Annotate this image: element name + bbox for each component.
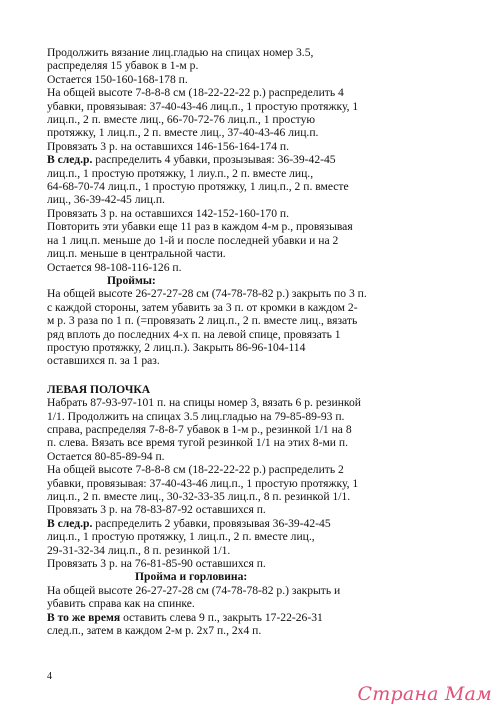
section-heading: Пройма и горловина:	[135, 570, 248, 584]
armhole-neck-section	[47, 570, 459, 637]
text-line	[47, 611, 459, 624]
text-line: 29-31-32-34 лиц.п., 8 п. резинкой 1/1.	[47, 543, 231, 557]
document-body	[47, 46, 459, 637]
text-line: Провязать 3 р. на 76-81-85-90 оставшихся п.	[47, 557, 266, 571]
next-row-text: распределить 4 убавки, прозызывая: 36-39-42-45	[92, 153, 336, 167]
text-line: лиц.п., 2 п. вместе лиц., 66-70-72-76 лиц.п., 1 простую	[47, 113, 316, 127]
text-line: след.п., затем в каждом 2-м р. 2х7 п., 2х4 п.	[47, 624, 262, 638]
text-line: ряд вплоть до последних 4-х п. на левой спице, провязать 1	[47, 327, 341, 341]
next-row-text: распределить 2 убавки, провязывая 36-39-42-45	[92, 516, 331, 530]
text-line: протяжку, 1 лиц.п., 2 п. вместе лиц., 37-40-43-46 лиц.п.	[47, 126, 319, 140]
text-line: п. слева. Вязать все время тугой резинкой 1/1 на этих 8-ми п.	[47, 436, 349, 450]
text-line: На общей высоте 26-27-27-28 см (74-78-78-82 р.) закрыть по 3 п.	[47, 287, 367, 301]
text-line: лиц.п., 1 простую протяжку, 1 лиц.п., 2 п. вместе лиц.,	[47, 530, 315, 544]
left-front-section	[47, 383, 459, 571]
text-line: на 1 лиц.п. меньше до 1-й и после последней убавки и на 2	[47, 233, 339, 247]
section-heading: Проймы:	[107, 273, 156, 287]
text-line: 1/1. Продолжить на спицах 3.5 лиц.гладью на 79-85-89-93 п.	[47, 409, 345, 423]
text-line	[47, 517, 459, 530]
text-line: Провязать 3 р. на оставшихся 142-152-160-170 п.	[47, 206, 290, 220]
text-line: справа, распределяя 7-8-8-7 убавок в 1-м р., резинкой 1/1 на 8	[47, 422, 352, 436]
watermark-logo: Страна Мам	[357, 682, 492, 705]
section-title: ЛЕВАЯ ПОЛОЧКА	[47, 382, 151, 396]
text-line	[47, 153, 459, 166]
text-line: Остается 80-85-89-94 п.	[47, 449, 165, 463]
page-number: 4	[47, 671, 52, 682]
text-line: с каждой стороны, затем убавить за 3 п. от кромки в каждом 2-	[47, 300, 358, 314]
text-line: лиц., 36-39-42-45 лиц.п.	[47, 193, 165, 207]
text-line: Провязать 3 р. на 78-83-87-92 оставшихся п.	[47, 503, 266, 517]
spacer	[47, 368, 459, 381]
text-line: оставшихся п. за 1 раз.	[47, 354, 160, 368]
text-line: убавки, провязывая: 37-40-43-46 лиц.п., 1 простую протяжку, 1	[47, 99, 359, 113]
text-line: Провязать 3 р. на оставшихся 146-156-164-174 п.	[47, 139, 290, 153]
text-line: лиц.п., 2 п. вместе лиц., 30-32-33-35 лиц.п., 8 п. резинкой 1/1.	[47, 490, 351, 503]
next-row-label: В след.р.	[47, 516, 93, 530]
back-decreases-section	[47, 46, 459, 274]
text-line: Остается 98-108-116-126 п.	[47, 260, 182, 274]
text-line: 64-68-70-74 лиц.п., 1 простую протяжку, 1 лиц.п., 2 п. вместе	[47, 180, 349, 194]
same-time-text: оставить слева 9 п., закрыть 17-22-26-31	[120, 610, 323, 624]
text-line: лиц.п., 1 простую протяжку, 1 лиу.п., 2 п. вместе лиц.,	[47, 166, 314, 180]
text-line: м р. 3 раза по 1 п. (=провязать 2 лиц.п., 2 п. вместе лиц., вязать	[47, 314, 358, 328]
next-row-label: В след.р.	[47, 153, 93, 167]
text-line: На общей высоте 7-8-8-8 см (18-22-22-22 р.) распределить 2	[47, 463, 344, 477]
text-line: Продолжить вязание лиц.гладью на спицах номер 3.5,	[47, 46, 314, 59]
text-line: распределяя 15 убавок в 1-м р.	[47, 59, 199, 73]
text-line: убавки, провязывая: 37-40-43-46 лиц.п., 1 простую протяжку, 1	[47, 476, 359, 490]
same-time-label: В то же время	[47, 610, 121, 624]
text-line: Набрать 87-93-97-101 п. на спицы номер 3, вязать 6 р. резинкой	[47, 396, 361, 410]
text-line: Повторить эти убавки еще 11 раз в каждом 4-м р., провязывая	[47, 220, 353, 234]
text-line: На общей высоте 26-27-27-28 см (74-78-78-82 р.) закрыть и	[47, 583, 341, 597]
text-line: убавить справа как на спинке.	[47, 597, 195, 611]
text-line: Остается 150-160-168-178 п.	[47, 72, 188, 86]
text-line: На общей высоте 7-8-8-8 см (18-22-22-22 р.) распределить 4	[47, 86, 344, 100]
text-line: простую протяжку, 2 лиц.п.). Закрыть 86-96-104-114	[47, 340, 306, 354]
armholes-section	[47, 274, 459, 368]
text-line: лиц.п. меньше в центральной части.	[47, 247, 226, 261]
